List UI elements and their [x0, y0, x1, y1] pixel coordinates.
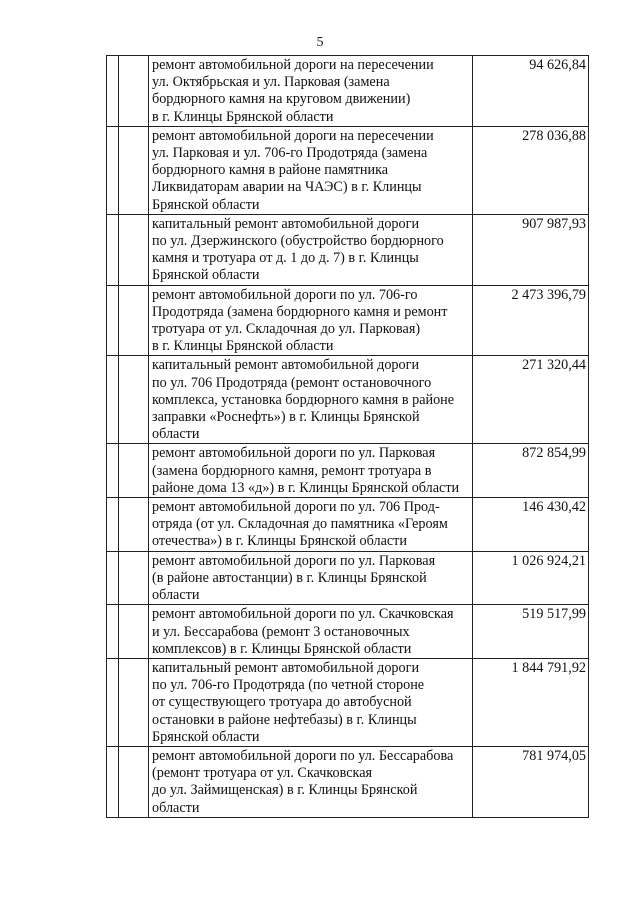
empty-cell: [107, 126, 119, 214]
empty-cell: [119, 285, 149, 356]
table-row: [107, 498, 589, 552]
empty-cell: [107, 444, 119, 498]
works-table: [106, 55, 589, 818]
table-row: [107, 605, 589, 659]
work-description: ремонт автомобильной дороги по ул. 706-го Продотряда (замена бордюрного камня и ремонт тротуара от ул. Складочная до ул. Парковая) в г. Клинцы Брянской области: [149, 285, 473, 356]
work-description: ремонт автомобильной дороги по ул. 706 Прод- отряда (от ул. Складочная до памятника «Героям отечества») в г. Клинцы Брянской области: [149, 498, 473, 552]
work-description: ремонт автомобильной дороги по ул. Бессарабова (ремонт тротуара от ул. Скачковская до ул. Займищенская) в г. Клинцы Брянской области: [149, 746, 473, 817]
work-description: ремонт автомобильной дороги на пересечении ул. Октябрьская и ул. Парковая (замена бордюрного камня на круговом движении) в г. Клинцы Брянской области: [149, 56, 473, 127]
amount-value: 519 517,99: [473, 605, 589, 659]
amount-value: 2 473 396,79: [473, 285, 589, 356]
table-row: [107, 356, 589, 444]
amount-value: 271 320,44: [473, 356, 589, 444]
work-description: капитальный ремонт автомобильной дороги по ул. 706-го Продотряда (по четной стороне от существующего тротуара до автобусной остановки в районе нефтебазы) в г. Клинцы Брянской области: [149, 658, 473, 746]
empty-cell: [119, 746, 149, 817]
empty-cell: [119, 605, 149, 659]
amount-value: 872 854,99: [473, 444, 589, 498]
empty-cell: [119, 551, 149, 605]
empty-cell: [119, 126, 149, 214]
amount-value: 278 036,88: [473, 126, 589, 214]
amount-value: 146 430,42: [473, 498, 589, 552]
table-row: [107, 285, 589, 356]
table-row: [107, 56, 589, 127]
empty-cell: [107, 498, 119, 552]
empty-cell: [107, 356, 119, 444]
empty-cell: [107, 746, 119, 817]
empty-cell: [119, 56, 149, 127]
work-description: ремонт автомобильной дороги по ул. Парковая (в районе автостанции) в г. Клинцы Брянской области: [149, 551, 473, 605]
table-row: [107, 444, 589, 498]
work-description: ремонт автомобильной дороги по ул. Парковая (замена бордюрного камня, ремонт тротуара в районе дома 13 «д») в г. Клинцы Брянской области: [149, 444, 473, 498]
amount-value: 1 026 924,21: [473, 551, 589, 605]
table-row: [107, 746, 589, 817]
works-table-body: [107, 56, 589, 818]
work-description: капитальный ремонт автомобильной дороги по ул. 706 Продотряда (ремонт остановочного комплекса, установка бордюрного камня в районе заправки «Роснефть») в г. Клинцы Брянской области: [149, 356, 473, 444]
amount-value: 781 974,05: [473, 746, 589, 817]
empty-cell: [107, 214, 119, 285]
empty-cell: [107, 285, 119, 356]
empty-cell: [107, 56, 119, 127]
empty-cell: [119, 498, 149, 552]
page-number: 5: [316, 35, 324, 50]
empty-cell: [107, 658, 119, 746]
empty-cell: [107, 605, 119, 659]
empty-cell: [119, 658, 149, 746]
empty-cell: [119, 356, 149, 444]
table-row: [107, 658, 589, 746]
work-description: ремонт автомобильной дороги по ул. Скачковская и ул. Бессарабова (ремонт 3 остановочных комплексов) в г. Клинцы Брянской области: [149, 605, 473, 659]
empty-cell: [107, 551, 119, 605]
amount-value: 94 626,84: [473, 56, 589, 127]
work-description: капитальный ремонт автомобильной дороги по ул. Дзержинского (обустройство бордюрного камня и тротуара от д. 1 до д. 7) в г. Клинцы Брянской области: [149, 214, 473, 285]
table-row: [107, 126, 589, 214]
empty-cell: [119, 214, 149, 285]
table-row: [107, 214, 589, 285]
amount-value: 907 987,93: [473, 214, 589, 285]
empty-cell: [119, 444, 149, 498]
amount-value: 1 844 791,92: [473, 658, 589, 746]
table-row: [107, 551, 589, 605]
work-description: ремонт автомобильной дороги на пересечении ул. Парковая и ул. 706-го Продотряда (замена бордюрного камня в районе памятника Ликвидаторам аварии на ЧАЭС) в г. Клинцы Брянской области: [149, 126, 473, 214]
